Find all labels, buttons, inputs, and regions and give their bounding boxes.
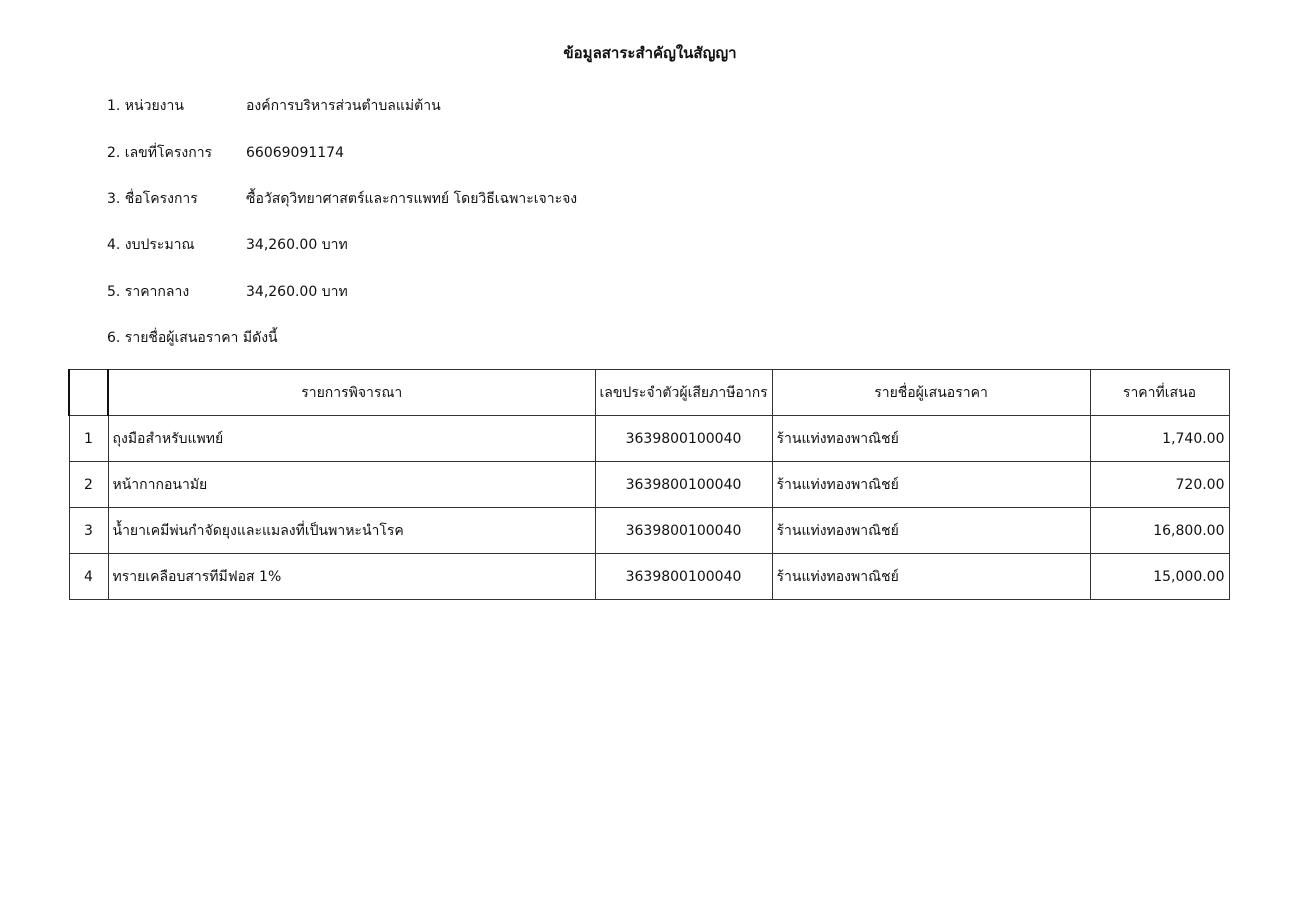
row-no: 4 <box>69 554 108 600</box>
header-tax-id: เลขประจำตัวผู้เสียภาษีอากร <box>595 370 772 416</box>
row-item: ทรายเคลือบสารทีมีฟอส 1% <box>108 554 595 600</box>
bidders-table <box>68 369 1230 600</box>
row-tax-id: 3639800100040 <box>595 462 772 508</box>
row-bidder: ร้านแท่งทองพาณิชย์ <box>772 416 1090 462</box>
info-median-price-value: 34,260.00 บาท <box>246 284 348 300</box>
document-title: ข้อมูลสาระสำคัญในสัญญา <box>563 44 737 62</box>
row-no: 3 <box>69 508 108 554</box>
info-project-number-label: 2. เลขที่โครงการ <box>107 145 213 161</box>
row-price: 720.00 <box>1090 462 1229 508</box>
row-tax-id: 3639800100040 <box>595 416 772 462</box>
table-header-row <box>69 370 1229 416</box>
row-tax-id: 3639800100040 <box>595 508 772 554</box>
info-budget-value: 34,260.00 บาท <box>246 237 348 253</box>
header-item: รายการพิจารณา <box>108 370 595 416</box>
row-price: 1,740.00 <box>1090 416 1229 462</box>
table-row <box>69 508 1229 554</box>
info-agency-value: องค์การบริหารส่วนตำบลแม่ต้าน <box>246 98 441 114</box>
row-bidder: ร้านแท่งทองพาณิชย์ <box>772 508 1090 554</box>
info-project-number-value: 66069091174 <box>246 145 344 161</box>
row-item: หน้ากากอนามัย <box>108 462 595 508</box>
row-no: 1 <box>69 416 108 462</box>
table-row <box>69 416 1229 462</box>
info-project-name-value: ซื้อวัสดุวิทยาศาสตร์และการแพทย์ โดยวิธีเฉพาะเจาะจง <box>246 191 578 207</box>
row-no: 2 <box>69 462 108 508</box>
header-no <box>69 370 108 416</box>
info-budget-label: 4. งบประมาณ <box>107 237 195 253</box>
table-row <box>69 554 1229 600</box>
info-project-name-label: 3. ชื่อโครงการ <box>107 191 198 207</box>
row-bidder: ร้านแท่งทองพาณิชย์ <box>772 462 1090 508</box>
info-median-price-label: 5. ราคากลาง <box>107 284 190 300</box>
info-agency-label: 1. หน่วยงาน <box>107 98 184 114</box>
row-price: 16,800.00 <box>1090 508 1229 554</box>
header-price: ราคาที่เสนอ <box>1090 370 1229 416</box>
table-row <box>69 462 1229 508</box>
row-price: 15,000.00 <box>1090 554 1229 600</box>
header-bidder: รายชื่อผู้เสนอราคา <box>772 370 1090 416</box>
row-item: ถุงมือสำหรับแพทย์ <box>108 416 595 462</box>
row-bidder: ร้านแท่งทองพาณิชย์ <box>772 554 1090 600</box>
row-tax-id: 3639800100040 <box>595 554 772 600</box>
info-bidders-heading-label: 6. รายชื่อผู้เสนอราคา มีดังนี้ <box>107 330 278 346</box>
row-item: น้ำยาเคมีพ่นกำจัดยุงและแมลงที่เป็นพาหะนำโรค <box>108 508 595 554</box>
